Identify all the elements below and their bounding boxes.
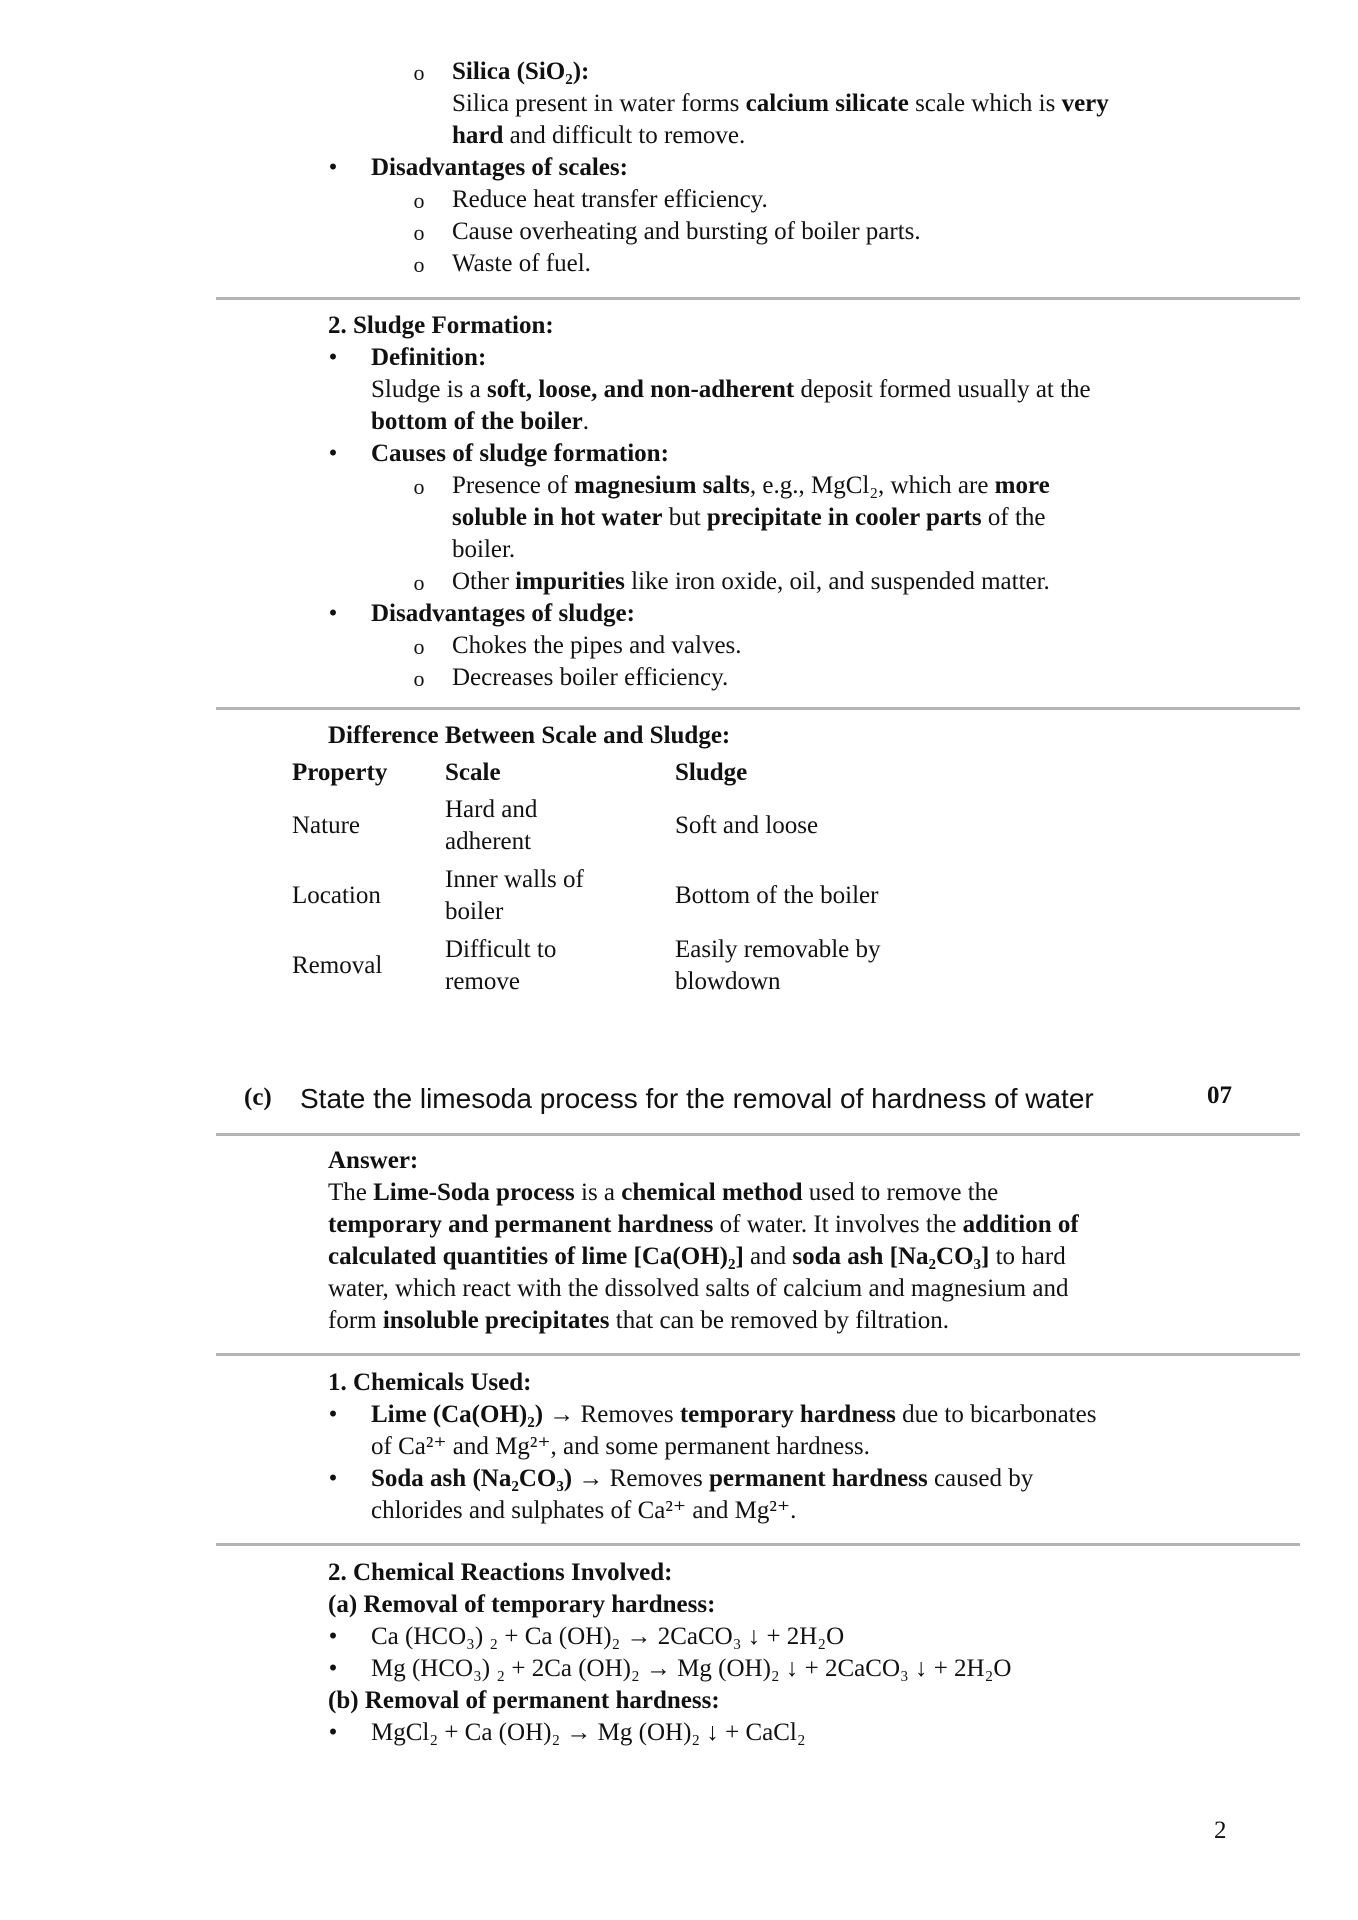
bullet: • [328,1655,338,1682]
bullet: • [328,440,338,467]
question-text: State the limesoda process for the removal of hardness of water [300,1083,1094,1114]
sludge-disadvantage-item: Decreases boiler efficiency. [452,664,729,691]
temporary-hardness-title: (a) Removal of temporary hardness: [328,1591,716,1618]
silica-title: Silica (SiO₂): [452,58,590,85]
table-header-scale: Scale [445,759,501,786]
sub-bullet: o [413,634,425,659]
sludge-disadvantage-item: Chokes the pipes and valves. [452,632,742,659]
sludge-disadvantages-title: Disadvantages of sludge: [371,600,635,627]
table-cell-scale: adherent [445,828,532,855]
difference-title: Difference Between Scale and Sludge: [328,722,731,749]
soda-line2: chlorides and sulphates of Ca²⁺ and Mg²⁺. [371,1497,797,1524]
sludge-cause1-line1: Presence of magnesium salts, e.g., MgCl₂, which are more [452,472,1050,499]
answer-line4: water, which react with the dissolved salts of calcium and magnesium and [328,1275,1069,1302]
answer-title: Answer: [328,1147,419,1174]
divider [216,707,1300,710]
bullet: • [328,1719,338,1746]
divider [216,297,1300,300]
table-cell-scale: Hard and [445,796,538,823]
question-marks: 07 [1207,1082,1232,1109]
scale-disadvantages-title: Disadvantages of scales: [371,154,628,181]
table-header-property: Property [292,759,388,786]
reaction-equation: Mg (HCO₃) ₂ + 2Ca (OH)₂ → Mg (OH)₂ ↓ + 2CaCO₃ ↓ + 2H₂O [371,1655,1012,1682]
bullet: • [328,1465,338,1492]
silica-text-line1: Silica present in water forms calcium silicate scale which is very [452,90,1109,117]
divider [216,1543,1300,1546]
bullet: • [328,1623,338,1650]
soda-line1: Soda ash (Na₂CO₃) → Removes permanent hardness caused by [371,1465,1034,1492]
sludge-cause1-line3: boiler. [452,536,516,563]
sub-bullet: o [413,188,425,213]
answer-line2: temporary and permanent hardness of water. It involves the addition of [328,1211,1079,1238]
table-cell-property: Removal [292,952,383,979]
divider [216,1353,1300,1356]
table-cell-sludge: blowdown [675,968,781,995]
answer-line5: form insoluble precipitates that can be removed by filtration. [328,1307,949,1334]
page-number: 2 [1214,1817,1227,1844]
sub-bullet: o [413,474,425,499]
answer-line3: calculated quantities of lime [Ca(OH)₂] and soda ash [Na₂CO₃] to hard [328,1243,1066,1270]
answer-line1: The Lime-Soda process is a chemical method used to remove the [328,1179,999,1206]
scale-disadvantage-item: Reduce heat transfer efficiency. [452,186,768,213]
chemicals-heading: 1. Chemicals Used: [328,1369,532,1396]
sludge-cause2: Other impurities like iron oxide, oil, and suspended matter. [452,568,1050,595]
table-cell-scale: Inner walls of [445,866,584,893]
table-cell-sludge: Easily removable by [675,936,881,963]
scale-disadvantage-item: Cause overheating and bursting of boiler parts. [452,218,921,245]
table-cell-scale: remove [445,968,520,995]
table-cell-property: Location [292,882,381,909]
question-label: (c) [244,1084,272,1111]
sludge-cause1-line2: soluble in hot water but precipitate in cooler parts of the [452,504,1046,531]
bullet: • [328,600,338,627]
reactions-heading: 2. Chemical Reactions Involved: [328,1559,673,1586]
sludge-causes-title: Causes of sludge formation: [371,440,669,467]
sub-bullet: o [413,220,425,245]
reaction-equation: MgCl₂ + Ca (OH)₂ → Mg (OH)₂ ↓ + CaCl₂ [371,1719,806,1746]
table-cell-sludge: Bottom of the boiler [675,882,879,909]
table-cell-scale: Difficult to [445,936,557,963]
scale-disadvantage-item: Waste of fuel. [452,250,591,277]
sludge-definition-line1: Sludge is a soft, loose, and non-adherent deposit formed usually at the [371,376,1091,403]
sludge-definition-title: Definition: [371,344,487,371]
table-cell-scale: boiler [445,898,504,925]
sludge-heading: 2. Sludge Formation: [328,312,554,339]
silica-text-line2: hard and difficult to remove. [452,122,746,149]
sub-bullet: o [413,252,425,277]
table-cell-property: Nature [292,812,361,839]
table-cell-sludge: Soft and loose [675,812,819,839]
lime-line2: of Ca²⁺ and Mg²⁺, and some permanent hardness. [371,1433,870,1460]
table-header-sludge: Sludge [675,759,748,786]
bullet: • [328,1401,338,1428]
permanent-hardness-title: (b) Removal of permanent hardness: [328,1687,720,1714]
lime-line1: Lime (Ca(OH)₂) → Removes temporary hardness due to bicarbonates [371,1401,1097,1428]
sub-bullet: o [413,570,425,595]
sub-bullet: o [413,666,425,691]
bullet: • [328,344,338,371]
divider [216,1133,1300,1136]
sludge-definition-line2: bottom of the boiler. [371,408,590,435]
sub-bullet: o [413,60,425,85]
bullet: • [328,154,338,181]
reaction-equation: Ca (HCO₃) ₂ + Ca (OH)₂ → 2CaCO₃ ↓ + 2H₂O [371,1623,845,1650]
